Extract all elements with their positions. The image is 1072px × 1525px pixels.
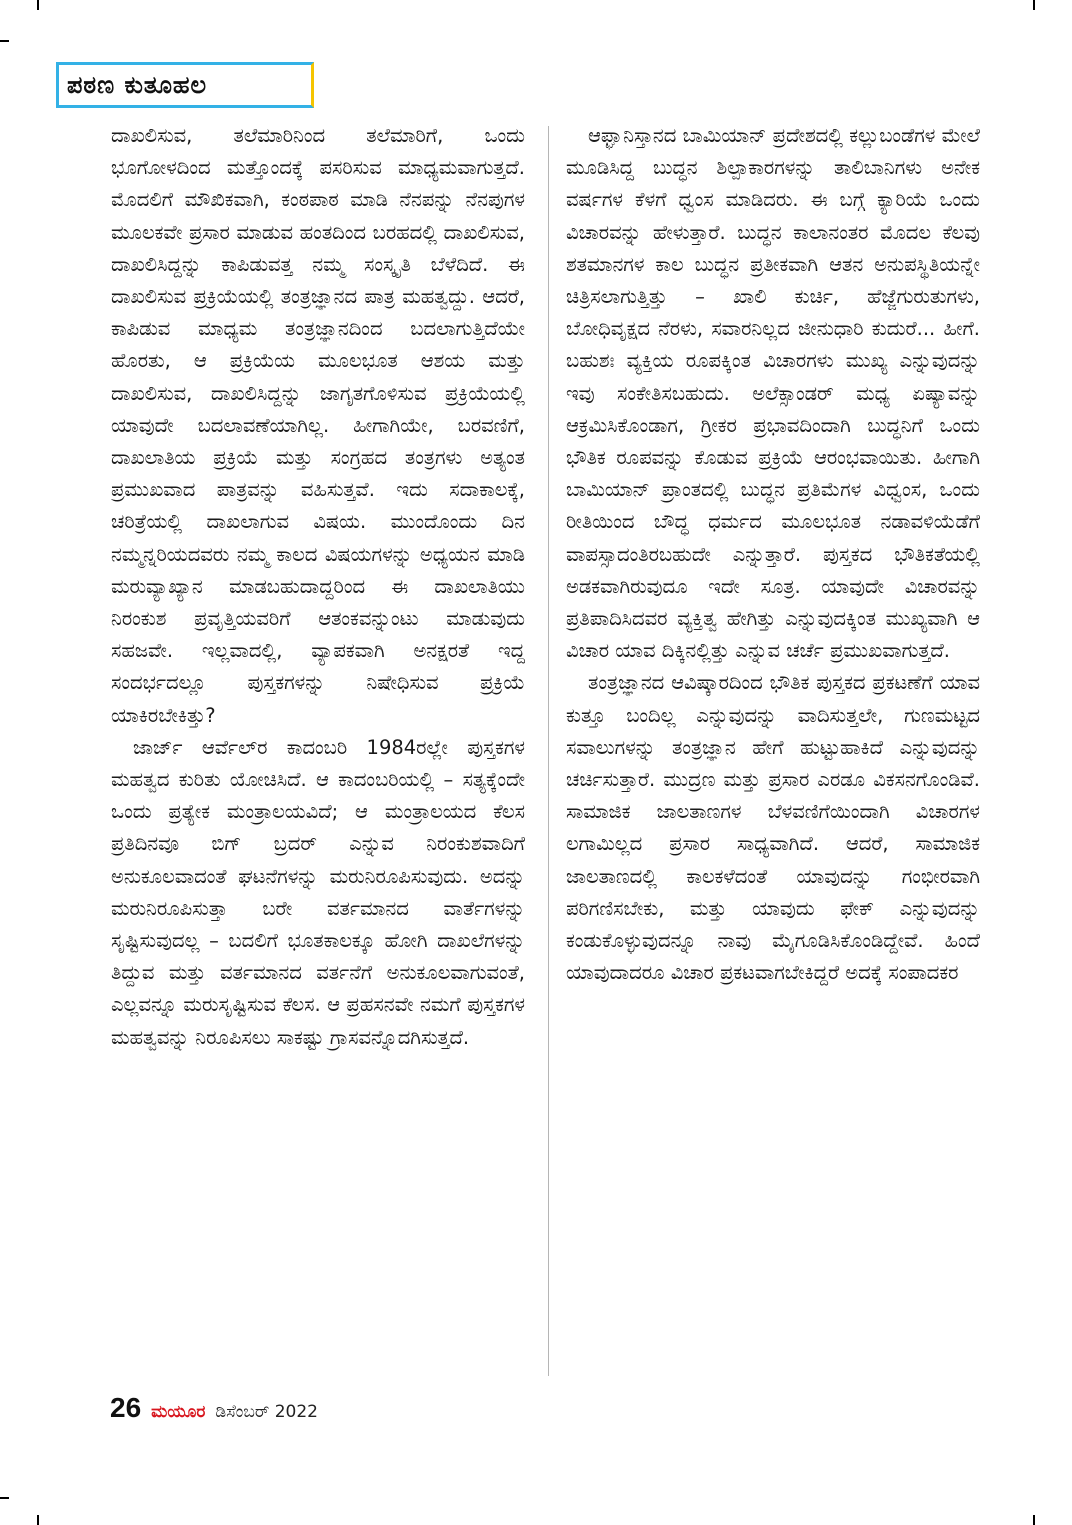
left-paragraph-2: ಜಾರ್ಜ್ ಆರ್ವೆಲ್‌ರ ಕಾದಂಬರಿ 1984ರಲ್ಲೇ ಪುಸ್ತಕಗಳ ಮಹತ್ವದ ಕುರಿತು ಯೋಚಿಸಿದೆ. ಆ ಕಾದಂಬರಿಯಲ್ಲಿ – ಸತ್ಯಕ್ಕೆಂದೇ ಒಂದು ಪ್ರತ್ಯೇಕ ಮಂತ್ರಾಲಯವಿದೆ; ಆ ಮಂತ್ರಾಲಯದ ಕೆಲಸ ಪ್ರತಿದಿನವೂ ಬಿಗ್ ಬ್ರದರ್ ಎನ್ನುವ ನಿರಂಕುಶವಾದಿಗೆ ಅನುಕೂಲವಾದಂತೆ ಘಟನೆಗಳನ್ನು ಮರುನಿರೂಪಿಸುವುದು. ಅದನ್ನು ಮರುನಿರೂಪಿಸುತ್ತಾ ಬರೇ ವರ್ತಮಾನದ ವಾರ್ತೆಗಳನ್ನು ಸೃಷ್ಟಿಸುವುದಲ್ಲ – ಬದಲಿಗೆ ಭೂತಕಾಲಕ್ಕೂ ಹೋಗಿ ದಾಖಲೆಗಳನ್ನು ತಿದ್ದುವ ಮತ್ತು ವರ್ತಮಾನದ ವರ್ತನೆಗೆ ಅನುಕೂಲವಾಗುವಂತೆ, ಎಲ್ಲವನ್ನೂ ಮರುಸೃಷ್ಟಿಸುವ ಕೆಲಸ. ಆ ಪ್ರಹಸನವೇ ನಮಗೆ ಪುಸ್ತಕಗಳ ಮಹತ್ವವನ್ನು ನಿರೂಪಿಸಲು ಸಾಕಷ್ಟು ಗ್ರಾಸವನ್ನೊದಗಿಸುತ್ತದೆ.	[111, 735, 525, 1049]
crop-mark-bottom-right	[1033, 1515, 1035, 1525]
left-paragraph-1: ದಾಖಲಿಸುವ, ತಲೆಮಾರಿನಿಂದ ತಲೆಮಾರಿಗೆ, ಒಂದು ಭೂಗೋಳದಿಂದ ಮತ್ತೊಂದಕ್ಕೆ ಪಸರಿಸುವ ಮಾಧ್ಯಮವಾಗುತ್ತದೆ. ಮೊದಲಿಗೆ ಮೌಖಿಕವಾಗಿ, ಕಂಠಪಾಠ ಮಾಡಿ ನೆನಪನ್ನು ನೆನಪುಗಳ ಮೂಲಕವೇ ಪ್ರಸಾರ ಮಾಡುವ ಹಂತದಿಂದ ಬರಹದಲ್ಲಿ ದಾಖಲಿಸುವ, ದಾಖಲಿಸಿದ್ದನ್ನು ಕಾಪಿಡುವತ್ತ ನಮ್ಮ ಸಂಸ್ಕೃತಿ ಬೆಳೆದಿದೆ. ಈ ದಾಖಲಿಸುವ ಪ್ರಕ್ರಿಯೆಯಲ್ಲಿ ತಂತ್ರಜ್ಞಾನದ ಪಾತ್ರ ಮಹತ್ವದ್ದು. ಆದರೆ, ಕಾಪಿಡುವ ಮಾಧ್ಯಮ ತಂತ್ರಜ್ಞಾನದಿಂದ ಬದಲಾಗುತ್ತಿದೆಯೇ ಹೊರತು, ಆ ಪ್ರಕ್ರಿಯೆಯ ಮೂಲಭೂತ ಆಶಯ ಮತ್ತು ದಾಖಲಿಸುವ, ದಾಖಲಿಸಿದ್ದನ್ನು ಜಾಗೃತಗೊಳಿಸುವ ಪ್ರಕ್ರಿಯೆಯಲ್ಲಿ ಯಾವುದೇ ಬದಲಾವಣೆಯಾಗಿಲ್ಲ. ಹೀಗಾಗಿಯೇ, ಬರವಣಿಗೆ, ದಾಖಲಾತಿಯ ಪ್ರಕ್ರಿಯೆ ಮತ್ತು ಸಂಗ್ರಹದ ತಂತ್ರಗಳು ಅತ್ಯಂತ ಪ್ರಮುಖವಾದ ಪಾತ್ರವನ್ನು ವಹಿಸುತ್ತವೆ. ಇದು ಸದಾಕಾಲಕ್ಕೆ, ಚರಿತ್ರೆಯಲ್ಲಿ ದಾಖಲಾಗುವ ವಿಷಯ. ಮುಂದೊಂದು ದಿನ ನಮ್ಮನ್ನರಿಯದವರು ನಮ್ಮ ಕಾಲದ ವಿಷಯಗಳನ್ನು ಅಧ್ಯಯನ ಮಾಡಿ ಮರುವ್ಯಾಖ್ಯಾನ ಮಾಡಬಹುದಾದ್ದರಿಂದ ಈ ದಾಖಲಾತಿಯು ನಿರಂಕುಶ ಪ್ರವೃತ್ತಿಯವರಿಗೆ ಆತಂಕವನ್ನುಂಟು ಮಾಡುವುದು ಸಹಜವೇ. ಇಲ್ಲವಾದಲ್ಲಿ, ವ್ಯಾಪಕವಾಗಿ ಅನಕ್ಷರತೆ ಇದ್ದ ಸಂದರ್ಭದಲ್ಲೂ ಪುಸ್ತಕಗಳನ್ನು ನಿಷೇಧಿಸುವ ಪ್ರಕ್ರಿಯೆ ಯಾಕಿರಬೇಕಿತ್ತು?	[111, 124, 525, 727]
section-title-text: ಪಠಣ ಕುತೂಹಲ	[67, 71, 208, 99]
magazine-name: ಮಯೂರ	[151, 1402, 206, 1422]
crop-mark-top-right	[1033, 0, 1035, 10]
left-column	[111, 120, 525, 1382]
crop-mark-left-bottom	[0, 1497, 9, 1499]
issue-date: ಡಿಸೆಂಬರ್ 2022	[215, 1402, 319, 1422]
column-divider	[548, 126, 549, 1376]
right-column	[566, 120, 980, 1382]
page-number: 26	[110, 1392, 142, 1423]
crop-mark-top-left	[37, 0, 39, 10]
crop-mark-left-top	[0, 40, 9, 42]
page-footer	[110, 1392, 318, 1432]
right-paragraph-1: ಆಫ್ಘಾನಿಸ್ತಾನದ ಬಾಮಿಯಾನ್ ಪ್ರದೇಶದಲ್ಲಿ ಕಲ್ಲುಬಂಡೆಗಳ ಮೇಲೆ ಮೂಡಿಸಿದ್ದ ಬುದ್ಧನ ಶಿಲ್ಪಾಕಾರಗಳನ್ನು ತಾಲಿಬಾನಿಗಳು ಅನೇಕ ವರ್ಷಗಳ ಕೆಳಗೆ ಧ್ವಂಸ ಮಾಡಿದರು. ಈ ಬಗ್ಗೆ ಕ್ಯಾರಿಯೆ ಒಂದು ವಿಚಾರವನ್ನು ಹೇಳುತ್ತಾರೆ. ಬುದ್ಧನ ಕಾಲಾನಂತರ ಮೊದಲ ಕೆಲವು ಶತಮಾನಗಳ ಕಾಲ ಬುದ್ಧನ ಪ್ರತೀಕವಾಗಿ ಆತನ ಅನುಪಸ್ಥಿತಿಯನ್ನೇ ಚಿತ್ರಿಸಲಾಗುತ್ತಿತ್ತು – ಖಾಲಿ ಕುರ್ಚಿ, ಹೆಜ್ಜೆಗುರುತುಗಳು, ಬೋಧಿವೃಕ್ಷದ ನೆರಳು, ಸವಾರನಿಲ್ಲದ ಜೀನುಧಾರಿ ಕುದುರೆ... ಹೀಗೆ. ಬಹುಶಃ ವ್ಯಕ್ತಿಯ ರೂಪಕ್ಕಿಂತ ವಿಚಾರಗಳು ಮುಖ್ಯ ಎನ್ನುವುದನ್ನು ಇವು ಸಂಕೇತಿಸಬಹುದು. ಅಲೆಕ್ಸಾಂಡರ್ ಮಧ್ಯ ಏಷ್ಯಾವನ್ನು ಆಕ್ರಮಿಸಿಕೊಂಡಾಗ, ಗ್ರೀಕರ ಪ್ರಭಾವದಿಂದಾಗಿ ಬುದ್ಧನಿಗೆ ಒಂದು ಭೌತಿಕ ರೂಪವನ್ನು ಕೊಡುವ ಪ್ರಕ್ರಿಯೆ ಆರಂಭವಾಯಿತು. ಹೀಗಾಗಿ ಬಾಮಿಯಾನ್ ಪ್ರಾಂತದಲ್ಲಿ ಬುದ್ಧನ ಪ್ರತಿಮೆಗಳ ವಿಧ್ವಂಸ, ಒಂದು ರೀತಿಯಿಂದ ಬೌದ್ಧ ಧರ್ಮದ ಮೂಲಭೂತ ನಡಾವಳಿಯೆಡೆಗೆ ವಾಪಸ್ಸಾದಂತಿರಬಹುದೇ ಎನ್ನುತ್ತಾರೆ. ಪುಸ್ತಕದ ಭೌತಿಕತೆಯಲ್ಲಿ ಅಡಕವಾಗಿರುವುದೂ ಇದೇ ಸೂತ್ರ. ಯಾವುದೇ ವಿಚಾರವನ್ನು ಪ್ರತಿಪಾದಿಸಿದವರ ವ್ಯಕ್ತಿತ್ವ ಹೇಗಿತ್ತು ಎನ್ನುವುದಕ್ಕಿಂತ ಮುಖ್ಯವಾಗಿ ಆ ವಿಚಾರ ಯಾವ ದಿಕ್ಕಿನಲ್ಲಿತ್ತು ಎನ್ನುವ ಚರ್ಚೆ ಪ್ರಮುಖವಾಗುತ್ತದೆ.	[566, 124, 980, 663]
crop-mark-bottom-left	[37, 1515, 39, 1525]
right-paragraph-2: ತಂತ್ರಜ್ಞಾನದ ಆವಿಷ್ಕಾರದಿಂದ ಭೌತಿಕ ಪುಸ್ತಕದ ಪ್ರಕಟಣೆಗೆ ಯಾವ ಕುತ್ತೂ ಬಂದಿಲ್ಲ ಎನ್ನುವುದನ್ನು ವಾದಿಸುತ್ತಲೇ, ಗುಣಮಟ್ಟದ ಸವಾಲುಗಳನ್ನು ತಂತ್ರಜ್ಞಾನ ಹೇಗೆ ಹುಟ್ಟುಹಾಕಿದೆ ಎನ್ನುವುದನ್ನು ಚರ್ಚಿಸುತ್ತಾರೆ. ಮುದ್ರಣ ಮತ್ತು ಪ್ರಸಾರ ಎರಡೂ ವಿಕಸನಗೊಂಡಿವೆ. ಸಾಮಾಜಿಕ ಜಾಲತಾಣಗಳ ಬೆಳವಣಿಗೆಯಿಂದಾಗಿ ವಿಚಾರಗಳ ಲಗಾಮಿಲ್ಲದ ಪ್ರಸಾರ ಸಾಧ್ಯವಾಗಿದೆ. ಆದರೆ, ಸಾಮಾಜಿಕ ಜಾಲತಾಣದಲ್ಲಿ ಕಾಲಕಳೆದಂತೆ ಯಾವುದನ್ನು ಗಂಭೀರವಾಗಿ ಪರಿಗಣಿಸಬೇಕು, ಮತ್ತು ಯಾವುದು ಫೇಕ್ ಎನ್ನುವುದನ್ನು ಕಂಡುಕೊಳ್ಳುವುದನ್ನೂ ನಾವು ಮೈಗೂಡಿಸಿಕೊಂಡಿದ್ದೇವೆ. ಹಿಂದೆ ಯಾವುದಾದರೂ ವಿಚಾರ ಪ್ರಕಟವಾಗಬೇಕಿದ್ದರೆ ಅದಕ್ಕೆ ಸಂಪಾದಕರ	[566, 671, 980, 985]
section-title	[56, 62, 314, 108]
